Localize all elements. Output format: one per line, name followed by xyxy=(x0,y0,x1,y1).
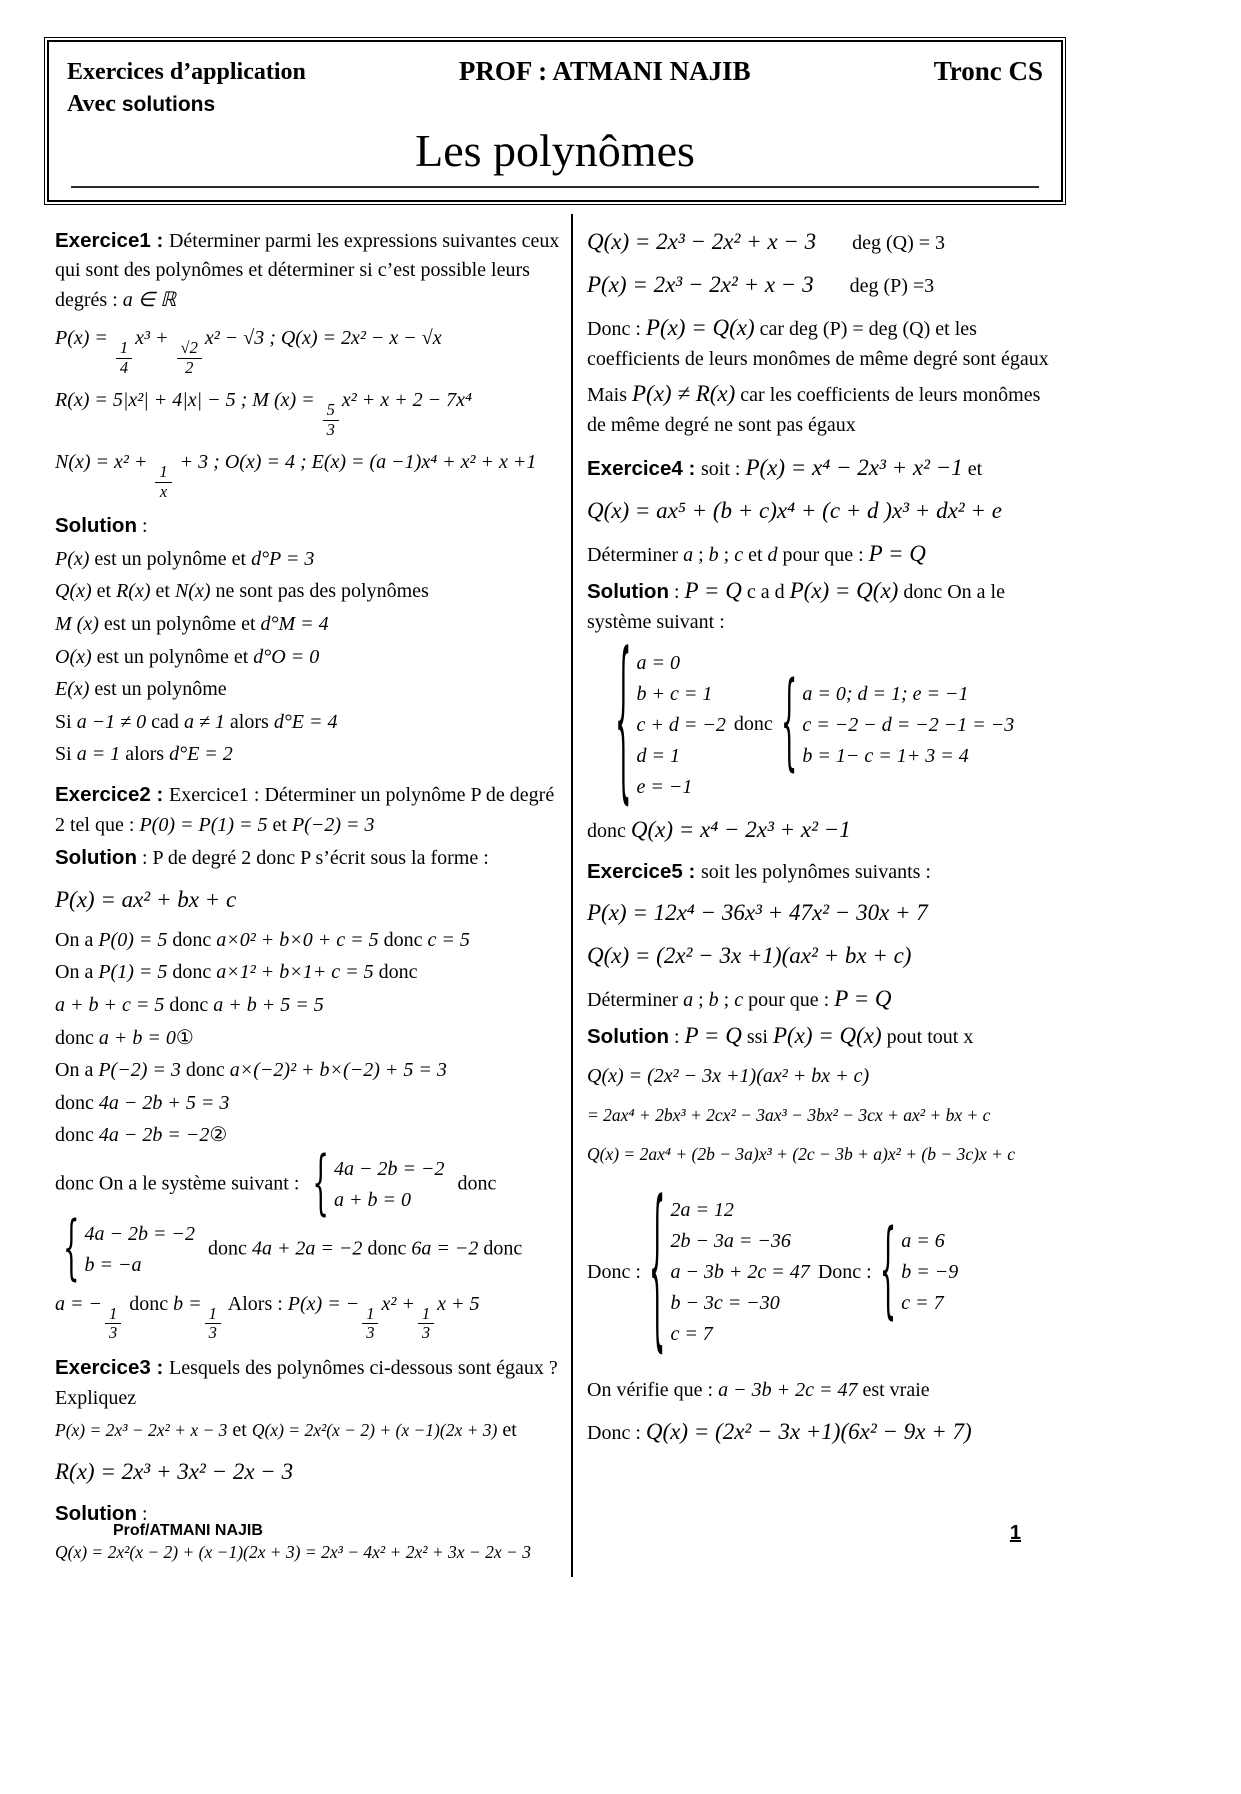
math-segment: b = xyxy=(173,1292,202,1315)
fraction: $\frac{1}{x}$ xyxy=(155,463,171,501)
math-segment: a − 3b + 2c = 47 xyxy=(718,1379,858,1402)
bold-label: Exercice3 : xyxy=(55,1355,169,1379)
system-equation: b = 1− c = 1+ 3 = 4 xyxy=(802,744,969,767)
exercise2-heading xyxy=(55,780,561,840)
math-segment: 4a − 2b = −2 xyxy=(98,1124,210,1147)
header-left-line2-sans: solutions xyxy=(121,93,216,117)
exercise4-question xyxy=(587,537,1061,571)
text-segment: donc On a le système suivant : xyxy=(55,1172,305,1195)
fraction: $\frac{1}{3}$ xyxy=(105,1305,121,1343)
solution2-line-5 xyxy=(55,1056,561,1086)
text-segment: donc xyxy=(478,1237,523,1260)
math-segment: a×0² + b×0 + c = 5 xyxy=(216,928,379,951)
solution2-formula xyxy=(55,883,561,917)
math-segment: Q(x) = (2x² − 3x +1)(ax² + bx + c) xyxy=(587,1065,870,1088)
text-segment: : xyxy=(668,581,685,604)
fraction: $\frac{1}{3}$ xyxy=(362,1305,378,1343)
math-segment: a ≠ 1 xyxy=(183,710,225,733)
solution5-systems xyxy=(587,1169,1061,1373)
text-segment: donc xyxy=(203,1237,252,1260)
math-segment: c xyxy=(734,989,744,1012)
solution2-system-1 xyxy=(55,1143,561,1225)
math-segment: P(x) = Q(x) xyxy=(645,314,755,340)
math-segment: a + b = 0 xyxy=(98,1026,176,1049)
math-segment: P(x) = 12x⁴ − 36x³ + 47x² − 30x + 7 xyxy=(587,900,928,926)
comparison-p-degree xyxy=(587,268,1061,302)
exercise1-heading xyxy=(55,226,561,316)
text-segment: est un polynôme et xyxy=(91,645,254,668)
system-equation: a + b = 0 xyxy=(333,1188,411,1211)
math-segment: 4a + 2a = −2 xyxy=(251,1237,363,1260)
math-segment: P(x) = x⁴ − 2x³ + x² −1 xyxy=(745,454,963,480)
math-segment: P(x) = Q(x) xyxy=(789,578,899,604)
math-segment: 4a − 2b + 5 = 3 xyxy=(98,1091,230,1114)
exercise3-formula-2 xyxy=(55,1455,561,1489)
math-segment: P(1) = 5 xyxy=(98,961,168,984)
system-equation: e = −1 xyxy=(636,775,693,798)
bold-label: Solution xyxy=(587,1025,669,1049)
system-equation: c = −2 − d = −2 −1 = −3 xyxy=(802,713,1015,736)
math-segment: c xyxy=(734,544,744,567)
header-left xyxy=(67,56,306,121)
solution2-system-2 xyxy=(55,1208,561,1290)
math-segment: + 3 ; O(x) = 4 ; E(x) = (a −1)x⁴ + x² + x +1 xyxy=(174,451,537,474)
bold-label: Solution xyxy=(55,1501,137,1525)
text-segment: Donc : xyxy=(817,1260,872,1283)
math-segment: P(−2) = 3 xyxy=(291,813,375,836)
math-segment: a = − xyxy=(55,1292,102,1315)
text-segment: On a xyxy=(55,961,99,984)
equation-system xyxy=(780,663,1015,786)
math-segment: Q(x) = (2x² − 3x +1)(ax² + bx + c) xyxy=(587,943,912,969)
system-brace: { xyxy=(879,1211,897,1333)
system-equation: b + c = 1 xyxy=(636,682,713,705)
solution2-label xyxy=(55,843,561,874)
solution4-systems xyxy=(607,622,1061,825)
solution2-line-1 xyxy=(55,926,561,956)
solution1-line-6 xyxy=(55,708,561,738)
math-segment: x³ + xyxy=(135,327,174,350)
text-segment: est vraie xyxy=(857,1379,930,1402)
math-segment: a = 1 xyxy=(76,743,121,766)
math-segment: Q(x) = ax⁵ + (b + c)x⁴ + (c + d )x³ + dx² + e xyxy=(587,498,1002,524)
exercise5-p-formula xyxy=(587,896,1061,930)
math-segment: b xyxy=(708,989,719,1012)
solution5-intro xyxy=(587,1019,1061,1053)
system-equation: a = 0 xyxy=(636,651,681,674)
text-segment: donc xyxy=(55,1026,99,1049)
exercise1-formula-2 xyxy=(55,386,561,439)
exercise3-formula-1 xyxy=(55,1416,561,1446)
solution1-line-1 xyxy=(55,545,561,575)
math-segment: a + b + 5 = 5 xyxy=(213,994,324,1017)
text-segment: est un polynôme xyxy=(89,678,227,701)
math-segment: a×1² + b×1+ c = 5 xyxy=(216,961,374,984)
math-segment: x² − √3 ; Q(x) = 2x² − x − √x xyxy=(204,327,442,350)
system-brace: { xyxy=(648,1169,666,1373)
text-segment: pour que : xyxy=(743,989,835,1012)
math-segment: d°O = 0 xyxy=(253,645,320,668)
math-segment: P(x) = 2x³ − 2x² + x − 3 xyxy=(55,1420,228,1441)
equation-system xyxy=(615,622,726,825)
math-segment: P(0) = 5 xyxy=(98,928,168,951)
text-segment: donc xyxy=(378,928,428,951)
bold-label: Solution xyxy=(55,846,137,870)
math-segment: d°M = 4 xyxy=(260,613,329,636)
header-professor: PROF : ATMANI NAJIB xyxy=(458,56,751,86)
math-segment: Q(x) = 2x²(x − 2) + (x −1)(2x + 3) = 2x³ − 4x² + 2x² + 3x − 2x − 3 xyxy=(55,1542,531,1563)
math-segment: O(x) xyxy=(55,645,92,668)
text-segment: Déterminer parmi les expressions suivantes ceux qui sont des polynômes et déterminer si c’est possible leurs degrés : xyxy=(55,229,560,311)
text-segment: Exercice1 : Déterminer un polynôme P de degré 2 tel que : xyxy=(55,784,555,836)
text-segment: cad xyxy=(146,710,184,733)
solution2-line-7 xyxy=(55,1121,561,1151)
text-segment: et xyxy=(150,580,175,603)
math-segment: E(x) xyxy=(55,678,90,701)
system-equation: 2b − 3a = −36 xyxy=(670,1230,791,1253)
text-segment: car les coefficients de leurs monômes de même degré ne sont pas égaux xyxy=(587,384,1041,437)
math-segment: P(x) = − xyxy=(287,1292,360,1315)
math-segment: a ∈ ℝ xyxy=(122,288,177,311)
math-segment: P(x) ≠ R(x) xyxy=(632,381,736,407)
solution1-line-5 xyxy=(55,675,561,705)
solution1-line-3 xyxy=(55,610,561,640)
bold-label: Solution xyxy=(587,580,669,604)
math-segment: a xyxy=(683,544,694,567)
left-column xyxy=(47,214,571,1577)
header-left-line2 xyxy=(67,88,306,120)
math-segment: P(x) = ax² + bx + c xyxy=(55,886,237,912)
text-segment: Donc : xyxy=(587,1260,641,1283)
equation-system xyxy=(63,1208,196,1290)
text-segment: donc xyxy=(180,1059,230,1082)
text-segment: et xyxy=(91,580,117,603)
math-segment: P(x) = xyxy=(55,327,113,350)
text-segment: donc xyxy=(733,713,773,736)
comparison-notequal-statement xyxy=(587,377,1061,441)
text-segment: ① xyxy=(175,1026,194,1049)
fraction: $\frac{1}{3}$ xyxy=(205,1305,221,1343)
solution2-result xyxy=(55,1290,561,1343)
exercise1-formula-1 xyxy=(55,324,561,377)
header-row xyxy=(67,56,1043,121)
system-brace: { xyxy=(780,663,798,786)
solution4-intro xyxy=(587,574,1061,638)
math-segment: Q(x) = x⁴ − 2x³ + x² −1 xyxy=(630,816,851,842)
math-segment: P(0) = P(1) = 5 xyxy=(139,813,268,836)
system-equation: a = 6 xyxy=(901,1230,945,1253)
footer xyxy=(47,1522,1063,1545)
equation-system xyxy=(312,1143,445,1225)
bold-label: Exercice5 : xyxy=(587,859,701,883)
solution5-q-product xyxy=(587,1062,1061,1092)
text-segment: soit : xyxy=(700,457,746,480)
text-segment: deg (Q) = 3 xyxy=(852,231,946,254)
fraction: $\frac{5}{3}$ xyxy=(323,401,339,439)
bold-label: Solution xyxy=(55,514,137,538)
math-segment: d°P = 3 xyxy=(251,547,315,570)
text-segment: ssi xyxy=(741,1026,773,1049)
text-segment: Donc : xyxy=(587,1421,646,1444)
text-segment: : xyxy=(136,1502,148,1525)
bold-label: Exercice4 : xyxy=(587,456,701,480)
text-segment: ; xyxy=(718,544,735,567)
text-segment: donc On a le système suivant : xyxy=(587,581,1005,634)
system-equation: b − 3c = −30 xyxy=(670,1292,780,1315)
text-segment: Lesquels des polynômes ci-dessous sont égaux ? Expliquez xyxy=(55,1356,558,1409)
text-segment: et xyxy=(497,1419,517,1442)
text-segment: Déterminer xyxy=(587,544,684,567)
math-segment: a −1 ≠ 0 xyxy=(76,710,147,733)
system-equation: c + d = −2 xyxy=(636,713,726,736)
text-segment: donc xyxy=(55,1091,99,1114)
exercise5-question xyxy=(587,982,1061,1016)
solution2-line-2 xyxy=(55,958,561,988)
equation-system xyxy=(648,1169,810,1373)
math-segment: P = Q xyxy=(684,1023,742,1049)
solution1-label xyxy=(55,511,561,542)
solution1-line-7 xyxy=(55,740,561,770)
equation-system xyxy=(879,1211,959,1333)
text-segment: On a xyxy=(55,928,99,951)
text-segment: ② xyxy=(209,1124,228,1147)
math-segment: Q(x) = 2x²(x − 2) + (x −1)(2x + 3) xyxy=(251,1420,498,1441)
text-segment: Donc : xyxy=(587,317,646,340)
header-box xyxy=(47,40,1063,202)
math-segment: Q(x) = 2x³ − 2x² + x − 3 xyxy=(587,228,817,254)
math-segment: P = Q xyxy=(684,578,742,604)
text-segment: pout tout x xyxy=(881,1026,974,1049)
math-segment: b xyxy=(708,544,719,567)
right-column xyxy=(571,214,1063,1577)
header-level: Tronc CS xyxy=(933,56,1043,86)
text-segment: car deg (P) = deg (Q) et les coefficients de leurs monômes de même degré sont égaux xyxy=(587,317,1049,370)
text-segment: c a d xyxy=(741,581,790,604)
math-segment: R(x) = 5|x²| + 4|x| − 5 ; M (x) = xyxy=(55,389,320,412)
system-brace: { xyxy=(615,622,632,825)
text-segment: soit les polynômes suivants : xyxy=(700,860,931,883)
text-segment: est un polynôme et xyxy=(98,613,261,636)
text-segment: ; xyxy=(693,544,709,567)
math-segment: d xyxy=(767,544,778,567)
solution4-result xyxy=(587,813,1061,847)
system-equation: b = −9 xyxy=(901,1261,959,1284)
text-segment: donc xyxy=(167,928,217,951)
text-segment: alors xyxy=(120,743,170,766)
text-segment: Alors : xyxy=(223,1292,288,1315)
fraction: $\frac{1}{4}$ xyxy=(116,339,132,377)
exercise3-heading xyxy=(55,1353,561,1413)
math-segment: a xyxy=(683,989,694,1012)
text-segment: et xyxy=(267,813,292,836)
text-segment: et xyxy=(227,1419,252,1442)
text-segment: Mais xyxy=(587,384,632,407)
text-segment: et xyxy=(743,544,768,567)
math-segment: N(x) = x² + xyxy=(55,451,153,474)
math-segment: P = Q xyxy=(834,986,892,1012)
fraction: $\frac{1}{3}$ xyxy=(418,1305,434,1343)
text-segment: ne sont pas des polynômes xyxy=(210,580,429,603)
math-segment: d°E = 4 xyxy=(273,710,338,733)
exercise5-heading xyxy=(587,857,1061,888)
system-equation: d = 1 xyxy=(636,744,681,767)
document-title: Les polynômes xyxy=(415,124,695,176)
math-segment: d°E = 2 xyxy=(169,743,233,766)
footer-author: Prof/ATMANI NAJIB xyxy=(113,1522,263,1539)
text-segment: donc xyxy=(373,961,418,984)
text-segment: donc xyxy=(164,994,214,1017)
math-segment: N(x) xyxy=(174,580,211,603)
solution5-expansion xyxy=(587,1101,1061,1131)
solution2-line-3 xyxy=(55,991,561,1021)
system-equation: b = −a xyxy=(84,1253,142,1276)
math-segment: P(x) = Q(x) xyxy=(772,1023,882,1049)
text-segment: pour que : xyxy=(777,544,869,567)
system-equation: c = 7 xyxy=(670,1323,713,1346)
math-segment: R(x) = 2x³ + 3x² − 2x − 3 xyxy=(55,1458,294,1484)
math-segment: Q(x) = (2x² − 3x +1)(6x² − 9x + 7) xyxy=(645,1418,972,1444)
exercise5-q-formula xyxy=(587,939,1061,973)
solution2-line-6 xyxy=(55,1089,561,1119)
page-number: 1 xyxy=(1009,1522,1021,1544)
text-segment: est un polynôme et xyxy=(89,547,252,570)
text-segment: On vérifie que : xyxy=(587,1379,719,1402)
comparison-q-degree xyxy=(587,225,1061,259)
text-segment: : xyxy=(136,515,148,538)
text-segment: Si xyxy=(55,743,77,766)
math-segment: P(x) = 2x³ − 2x² + x − 3 xyxy=(587,271,814,297)
math-segment: x² + x + 2 − 7x⁴ xyxy=(341,389,472,412)
content-columns xyxy=(47,214,1063,1577)
system-equation: a = 0; d = 1; e = −1 xyxy=(802,682,969,705)
solution1-line-4 xyxy=(55,643,561,673)
math-segment: 6a = −2 xyxy=(411,1237,479,1260)
text-segment: donc xyxy=(55,1124,99,1147)
text-segment: alors xyxy=(224,710,274,733)
text-segment: ; xyxy=(693,989,709,1012)
title-underline xyxy=(71,186,1039,188)
math-segment: a×(−2)² + b×(−2) + 5 = 3 xyxy=(229,1059,447,1082)
text-segment: Déterminer xyxy=(587,989,684,1012)
solution1-line-2 xyxy=(55,577,561,607)
math-segment: R(x) xyxy=(116,580,151,603)
header-left-line1: Exercices d’application xyxy=(67,59,306,85)
system-equation: 4a − 2b = −2 xyxy=(84,1222,196,1245)
exercise4-heading xyxy=(587,451,1061,485)
math-segment: M (x) xyxy=(55,613,99,636)
text-segment: et xyxy=(962,457,983,480)
text-segment: donc xyxy=(362,1237,412,1260)
text-segment: Si xyxy=(55,710,77,733)
exercise4-q-formula xyxy=(587,494,1061,528)
math-segment: P(−2) = 3 xyxy=(98,1059,181,1082)
system-equation: 4a − 2b = −2 xyxy=(333,1157,445,1180)
page xyxy=(0,40,1241,1794)
fraction: $\frac{√2}{2}$ xyxy=(177,339,202,377)
math-segment: = 2ax⁴ + 2bx³ + 2cx² − 3ax³ − 3bx² − 3cx + ax² + bx + c xyxy=(587,1105,991,1126)
text-segment: : xyxy=(668,1026,685,1049)
system-equation: 2a = 12 xyxy=(670,1199,734,1222)
math-segment: a + b + c = 5 xyxy=(55,994,165,1017)
comparison-equal-statement xyxy=(587,311,1061,375)
text-segment: donc xyxy=(124,1292,174,1315)
exercise1-formula-3 xyxy=(55,448,561,501)
text-segment: ; xyxy=(718,989,735,1012)
text-segment: : P de degré 2 donc P s’écrit sous la forme : xyxy=(136,847,489,870)
bold-label: Exercice1 : xyxy=(55,228,169,252)
solution2-line-4 xyxy=(55,1024,561,1054)
text-segment: donc xyxy=(452,1172,497,1195)
math-segment: Q(x) xyxy=(55,580,92,603)
text-segment: deg (P) =3 xyxy=(849,274,935,297)
math-segment: x + 5 xyxy=(437,1292,480,1315)
math-segment: P = Q xyxy=(868,541,926,567)
math-segment: Q(x) = 2ax⁴ + (2b − 3a)x³ + (2c − 3b + a)x² + (b − 3c)x + c xyxy=(587,1143,1016,1164)
system-brace: { xyxy=(312,1143,329,1225)
system-brace: { xyxy=(63,1208,80,1290)
header-left-line2-serif: Avec xyxy=(67,91,122,118)
bold-label: Exercice2 : xyxy=(55,783,169,807)
math-segment: P(x) xyxy=(55,547,90,570)
system-equation: a − 3b + 2c = 47 xyxy=(670,1261,810,1284)
text-segment: donc xyxy=(167,961,217,984)
text-segment: donc xyxy=(587,819,631,842)
system-equation: c = 7 xyxy=(901,1292,944,1315)
math-segment: c = 5 xyxy=(427,928,470,951)
math-segment: x² + xyxy=(381,1292,415,1315)
document-sheet xyxy=(47,40,1063,1754)
text-segment: On a xyxy=(55,1059,99,1082)
solution5-result xyxy=(587,1415,1061,1449)
